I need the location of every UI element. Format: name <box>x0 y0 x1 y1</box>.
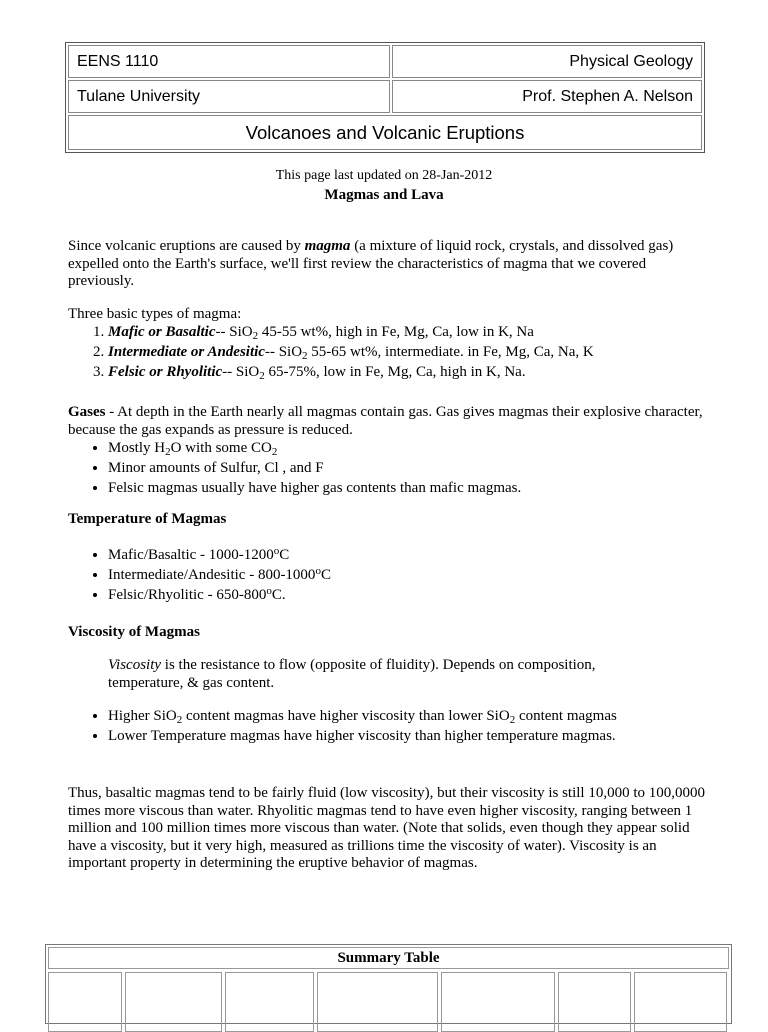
section-heading: Magmas and Lava <box>324 187 444 203</box>
list-item: • Minor amounts of Sulfur, Cl , and F <box>108 458 708 478</box>
table-cell <box>634 972 727 1032</box>
list-item: • Mafic/Basaltic - 1000-1200$^o$C <box>108 545 708 565</box>
intro-paragraph: Since volcanic eruptions are caused by magma (a mixture of liquid rock, crystals, and dissolved gas) expelled onto the Earth's surface, we'll first review the characteristics of magma that we covered previously. <box>68 238 674 289</box>
magma-term: magma <box>304 238 351 254</box>
temperature-list <box>68 545 708 605</box>
table-cell <box>441 972 555 1032</box>
course-header-table <box>65 42 705 153</box>
table-cell <box>125 972 222 1032</box>
summary-table <box>45 944 732 1024</box>
magma-types-list <box>68 322 708 382</box>
professor: Prof. Stephen A. Nelson <box>522 87 693 105</box>
subject: Physical Geology <box>569 52 693 70</box>
course-code-cell <box>68 45 390 78</box>
course-code: EENS 1110 <box>77 52 159 70</box>
list-item: • Mostly $H_2O$ with some $CO_2$ <box>108 438 708 458</box>
university: Tulane University <box>77 87 201 105</box>
gases-paragraph: Gases - At depth in the Earth nearly all magmas contain gas. Gas gives magmas their explosive character, because the gas expands as pressure is reduced. <box>68 404 703 438</box>
viscosity-definition: Viscosity is the resistance to flow (opposite of fluidity). Depends on composition, temperature, & gas content. <box>108 657 596 691</box>
page-title: Volcanoes and Volcanic Eruptions <box>245 121 525 143</box>
gases-label: Gases <box>68 404 106 420</box>
viscosity-list <box>68 706 708 746</box>
list-item: • Higher SiO$_2$ content magmas have higher viscosity than lower SiO$_2$ content magmas <box>108 706 708 726</box>
list-item: • Lower Temperature magmas have higher viscosity than higher temperature magmas. <box>108 726 708 746</box>
viscosity-term: Viscosity <box>108 657 162 673</box>
list-item: 2. Intermediate or Andesitic-- SiO$_2$ 55-65 wt%, intermediate. in Fe, Mg, Ca, Na, K <box>108 342 708 362</box>
last-updated: This page last updated on 28-Jan-2012 <box>275 168 493 183</box>
table-cell <box>225 972 314 1032</box>
list-item: • Intermediate/Andesitic - 800-1000$^o$C <box>108 565 708 585</box>
summary-table-title: Summary Table <box>48 947 729 969</box>
temperature-heading: Temperature of Magmas <box>68 511 227 527</box>
list-item: 3. Felsic or Rhyolitic-- SiO$_2$ 65-75%, low in Fe, Mg, Ca, high in K, Na. <box>108 362 708 382</box>
subject-cell <box>392 45 702 78</box>
table-cell <box>317 972 438 1032</box>
university-cell <box>68 80 390 113</box>
table-cell <box>558 972 631 1032</box>
viscosity-heading: Viscosity of Magmas <box>68 624 200 640</box>
summary-table-columns <box>48 972 729 1032</box>
gases-list <box>68 438 708 498</box>
conclusion-paragraph: Thus, basaltic magmas tend to be fairly fluid (low viscosity), but their viscosity is still 10,000 to 100,0000 times more viscous than water. Rhyolitic magmas tend to have even higher viscosity, ranging between 1 million and 100 million times more viscous than water. (Note that solids, even though they appear solid have a viscosity, but it very high, measured as trillions time the viscosity of water). Viscosity is an important property in determining the eruptive behavior of magmas. <box>68 785 706 871</box>
list-item: • Felsic/Rhyolitic - 650-800$^o$C. <box>108 585 708 605</box>
page-title-cell <box>68 115 702 150</box>
types-lead: Three basic types of magma: <box>68 306 242 322</box>
professor-cell <box>392 80 702 113</box>
table-cell <box>48 972 122 1032</box>
list-item: • Felsic magmas usually have higher gas contents than mafic magmas. <box>108 478 708 498</box>
list-item: 1. Mafic or Basaltic-- SiO$_2$ 45-55 wt%, high in Fe, Mg, Ca, low in K, Na <box>108 322 708 342</box>
